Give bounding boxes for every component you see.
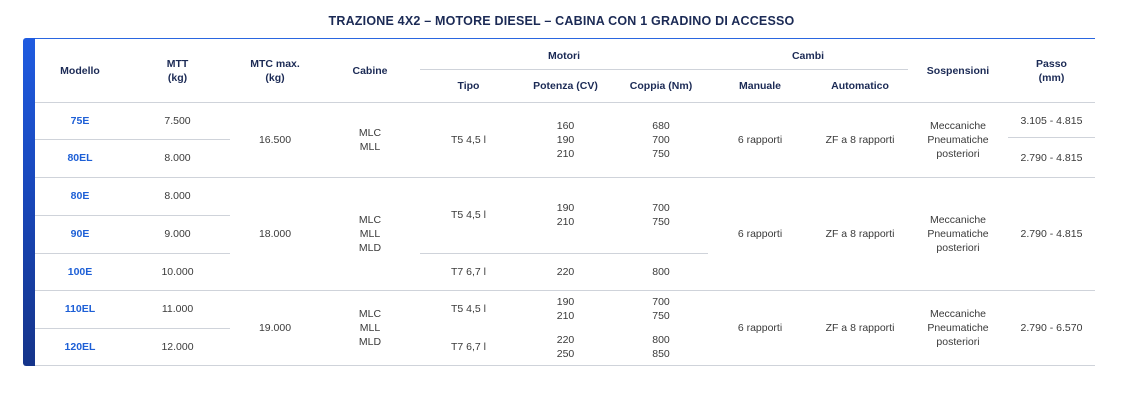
coppia-value: 800 — [652, 265, 670, 278]
tipo-value: T7 6,7 l — [450, 265, 487, 278]
header-mtc: MTC max. (kg) — [250, 57, 300, 84]
row-divider — [1008, 137, 1095, 138]
header-sospensioni: Sospensioni — [926, 64, 990, 77]
mtt-value: 12.000 — [161, 341, 194, 353]
header-subline-cambi — [708, 69, 908, 70]
header-coppia: Coppia (Nm) — [629, 80, 693, 92]
header-cambi: Cambi — [791, 50, 825, 62]
row-divider — [35, 253, 230, 254]
header-mtt: MTT (kg) — [166, 57, 189, 84]
mtc-value: 19.000 — [258, 322, 292, 334]
tipo-value: T5 4,5 l — [450, 133, 487, 146]
row-divider — [35, 139, 230, 140]
automatico-value: ZF a 8 rapporti — [825, 227, 895, 240]
sospensioni-value: Meccaniche Pneumatiche posteriori — [927, 119, 989, 160]
header-subline-motori — [420, 69, 708, 70]
row-divider — [35, 215, 230, 216]
cabine-value: MLC MLL MLD — [358, 308, 382, 348]
mtc-value: 16.500 — [258, 133, 292, 146]
model-75e: 75E — [70, 114, 90, 127]
automatico-value: ZF a 8 rapporti — [825, 322, 895, 334]
coppia-value: 700 750 — [652, 296, 670, 322]
model-110el: 110EL — [64, 303, 96, 315]
mtt-value: 7.500 — [164, 114, 191, 127]
sospensioni-value: Meccaniche Pneumatiche posteriori — [927, 213, 989, 254]
header-cabine: Cabine — [352, 64, 388, 77]
potenza-value: 220 250 — [556, 334, 575, 360]
mtt-value: 8.000 — [164, 190, 191, 202]
model-100e: 100E — [67, 265, 93, 278]
sospensioni-value: Meccaniche Pneumatiche posteriori — [927, 308, 989, 348]
potenza-value: 190 210 — [556, 296, 575, 322]
passo-value: 2.790 - 6.570 — [1020, 322, 1083, 334]
mtt-value: 9.000 — [164, 228, 191, 240]
automatico-value: ZF a 8 rapporti — [825, 133, 895, 146]
header-potenza: Potenza (CV) — [533, 80, 598, 92]
table-bottom-border — [35, 365, 1095, 366]
model-80e: 80E — [70, 190, 90, 202]
mtt-value: 10.000 — [161, 265, 194, 278]
manuale-value: 6 rapporti — [737, 227, 783, 240]
header-motori: Motori — [547, 50, 581, 62]
spec-table — [23, 38, 1095, 366]
potenza-value: 190 210 — [556, 202, 575, 228]
manuale-value: 6 rapporti — [737, 133, 783, 146]
header-manuale: Manuale — [738, 80, 781, 92]
potenza-value: 220 — [556, 265, 575, 278]
passo-value: 2.790 - 4.815 — [1020, 227, 1083, 240]
header-tipo: Tipo — [457, 80, 480, 92]
accent-bar — [23, 38, 35, 366]
table-title: TRAZIONE 4X2 – MOTORE DIESEL – CABINA CON 1 GRADINO DI ACCESSO — [328, 14, 795, 28]
mtt-value: 8.000 — [164, 152, 191, 164]
model-120el: 120EL — [64, 341, 96, 353]
manuale-value: 6 rapporti — [737, 322, 783, 334]
coppia-value: 680 700 750 — [652, 119, 670, 160]
header-passo: Passo (mm) — [1036, 57, 1067, 84]
mtc-value: 18.000 — [258, 227, 292, 240]
tipo-value: T5 4,5 l — [450, 209, 487, 221]
tipo-value: T5 4,5 l — [450, 303, 487, 315]
coppia-value: 800 850 — [652, 334, 670, 360]
passo-value: 2.790 - 4.815 — [1020, 152, 1083, 164]
potenza-value: 160 190 210 — [556, 119, 575, 160]
row-divider — [35, 328, 230, 329]
cabine-value: MLC MLL — [358, 126, 382, 153]
tipo-value: T7 6,7 l — [450, 341, 487, 353]
model-90e: 90E — [70, 228, 90, 240]
mtt-value: 11.000 — [161, 303, 194, 315]
header-automatico: Automatico — [831, 80, 889, 92]
cabine-value: MLC MLL MLD — [358, 213, 382, 254]
passo-value: 3.105 - 4.815 — [1020, 114, 1083, 127]
header-modello: Modello — [60, 64, 100, 77]
coppia-value: 700 750 — [652, 202, 670, 228]
model-80el: 80EL — [67, 152, 93, 164]
